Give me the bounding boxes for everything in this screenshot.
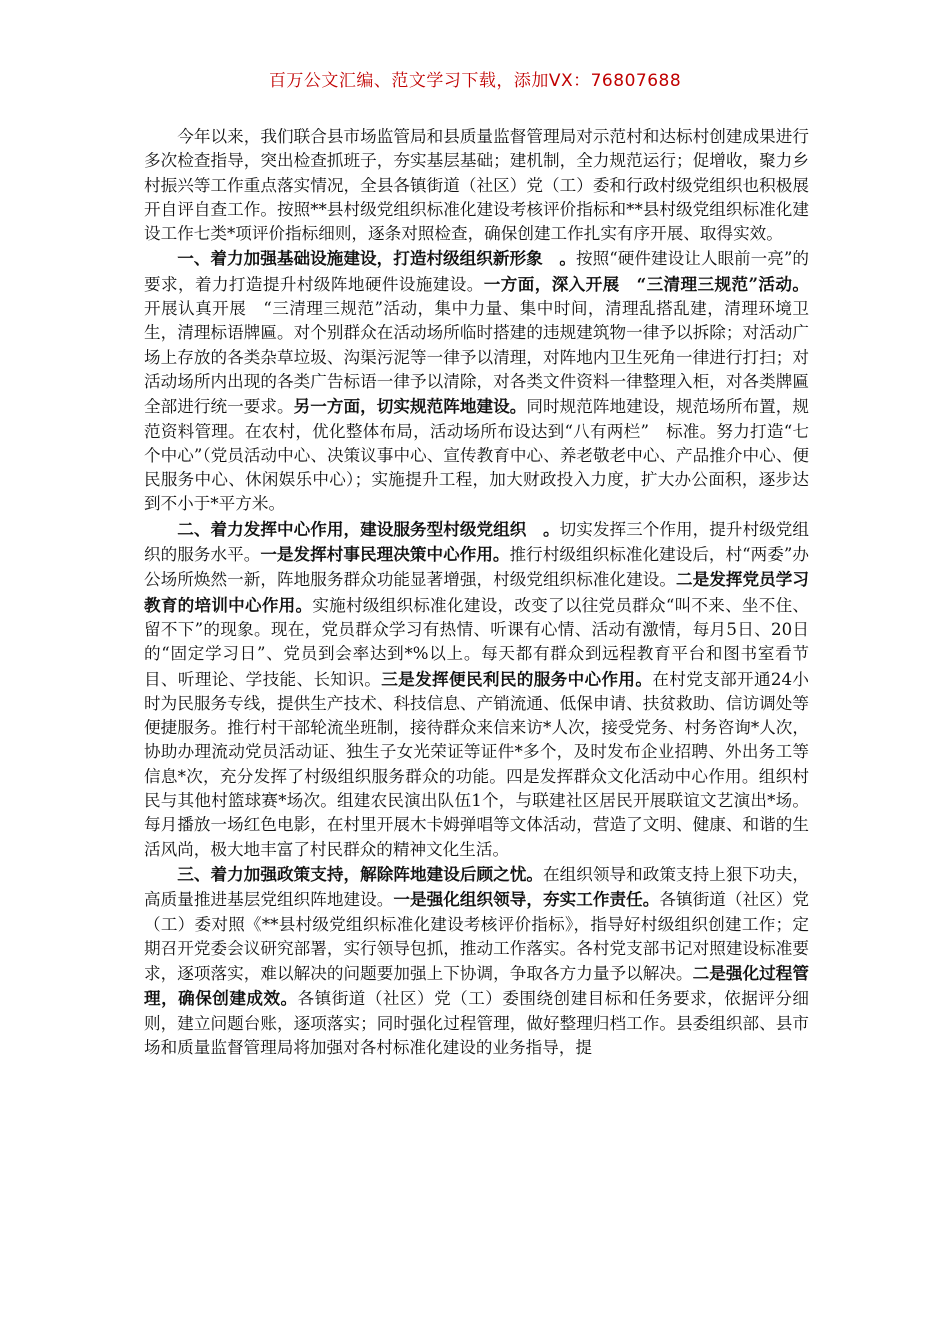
text-run: 今年以来，我们联合县市场监管局和县质量监督管理局对示范村和达标村创建成果进行多次检查指导，突出检查抓班子，夯实基层基础；建机制，全力规范运行；促增收，聚力乡村振兴等工作重点落实情况，全县各镇街道（社区）党（工）委和行政村级党组织也积极展开自评自查工作。按照**县村级党组织标准化建设考核评价指标和**县村级党组织标准化建设工作七类*项评价指标细则，逐条对照检查，确保创建工作扎实有序开展、取得实效。 [144,127,809,244]
bold-heading-run: 一是发挥村事民理决策中心作用。 [260,544,510,565]
paragraph-3 [144,517,809,862]
bold-heading-run: 三是发挥便民利民的服务中心作用。 [381,668,653,689]
bold-heading-run: 一、着力加强基础设施建设，打造村级组织新形象 。 [177,248,576,269]
text-run: 各镇街道（社区）党（工）委围绕创建目标和任务要求，依据评分细则，建立问题台账，逐项落实；同时强化过程管理，做好整理归档工作。县委组织部、县市场和质量监督管理局将加强对各村标准化建设的业务指导，提 [144,989,810,1057]
header-watermark-text: 百万公文汇编、范文学习下载，添加VX：76807688 [268,71,682,91]
text-run: 切实发挥三个作用，提升村级党组织的服务水平。 [144,519,810,565]
paragraph-1 [144,125,809,246]
text-run: 各镇街道（社区）党（工）委对照《**县村级党组织标准化建设考核评价指标》，指导好村级组织创建工作；定期召开党委会议研究部署，实行领导包抓，推动工作落实。各村党支部书记对照建设标准要求，逐项落实，难以解决的问题要加强上下协调，争取各方力量予以解决。 [144,890,810,984]
bold-heading-run: 二是发挥党员学习教育的培训中心作用。 [144,569,810,615]
paragraph-4 [144,862,809,1060]
paragraph-2 [144,246,809,516]
bold-heading-run: 一是强化组织领导，夯实工作责任。 [393,889,660,910]
bold-heading-run: 一方面，深入开展 “三清理三规范”活动。 [483,273,810,294]
text-run: 实施村级组织标准化建设，改变了以往党员群众“叫不来、坐不住、留不下”的现象。现在，党员群众学习有热情、听课有心情、活动有激情，每月5日、20日的“固定学习日”、党员到会率达到*%以上。每天都有群众到远程教育平台和图书室看节目、听理论、学技能、长知识。 [144,595,810,689]
bold-heading-run: 二、着力发挥中心作用，建设服务型村级党组织 。 [177,518,560,539]
bold-heading-run: 三、着力加强政策支持，解除阵地建设后顾之忧。 [177,863,543,884]
text-run: 按照“硬件建设让人眼前一亮”的要求，着力打造提升村级阵地硬件设施建设。 [144,249,810,294]
text-run: 在村党支部开通24小时为民服务专线，提供生产技术、科技信息、产销流通、低保申请、扶贫救助、信访调处等便捷服务。推行村干部轮流坐班制，接待群众来信来访*人次，接受党务、村务咨询*人次，协助办理流动党员活动证、独生子女光荣证等证件*多个，及时发布企业招聘、外出务工等信息*次，充分发挥了村级组织服务群众的功能。四是发挥群众文化活动中心作用。组织村民与其他村篮球赛*场次。组建农民演出队伍1个，与联建社区居民开展联谊文艺演出*场。每月播放一场红色电影，在村里开展木卡姆弹唱等文体活动，营造了文明、健康、和谐的生活风尚，极大地丰富了村民群众的精神文化生活。 [144,669,809,859]
text-run: 同时规范阵地建设，规范场所布置，规范资料管理。在农村，优化整体布局，活动场所布设达到“八有两栏” 标准。努力打造“七个中心”（党员活动中心、决策议事中心、宣传教育中心、养老敬老中心、产品推介中心、便民服务中心、休闲娱乐中心）；实施提升工程，加大财政投入力度，扩大办公面积，逐步达到不小于*平方米。 [144,397,810,514]
text-run: 推行村级组织标准化建设后，村“两委”办公场所焕然一新，阵地服务群众功能显著增强，村级党组织标准化建设。 [144,545,809,590]
bold-heading-run: 二是强化过程管理，确保创建成效。 [144,963,810,1009]
text-run: 在组织领导和政策支持上狠下功夫，高质量推进基层党组织阵地建设。 [144,864,810,910]
document-body [144,125,809,1060]
text-run: 开展认真开展 “三清理三规范”活动，集中力量、集中时间，清理乱搭乱建，清理环境卫生，清理标语牌匾。对个别群众在活动场所临时搭建的违规建筑物一律予以拆除；对活动广场上存放的各类杂草垃圾、沟渠污泥等一律予以清理，对阵地内卫生死角一律进行打扫；对活动场所内出现的各类广告标语一律予以清除，对各类文件资料一律整理入柜，对各类牌匾全部进行统一要求。 [144,299,809,417]
bold-heading-run: 另一方面，切实规范阵地建设。 [293,396,527,417]
